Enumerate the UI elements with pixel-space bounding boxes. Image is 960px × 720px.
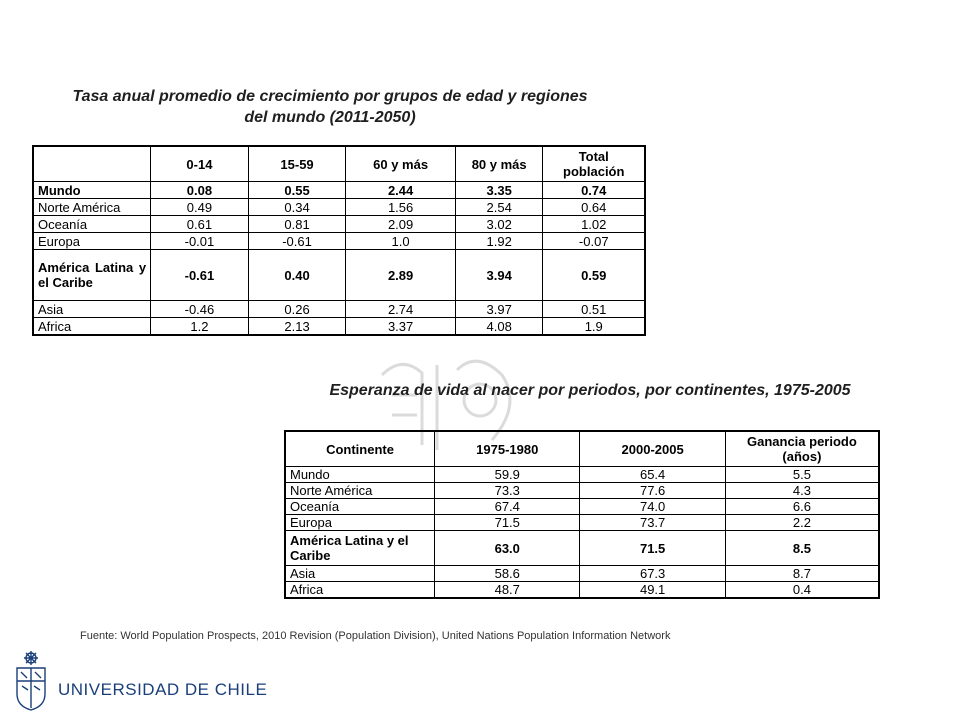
table-row <box>285 566 879 582</box>
cell: 4.3 <box>725 483 879 499</box>
table-row <box>285 467 879 483</box>
table-row <box>285 499 879 515</box>
table-row <box>33 199 645 216</box>
cell: 1.02 <box>543 216 645 233</box>
cell: 2.74 <box>346 301 456 318</box>
row-label: Oceanía <box>285 499 435 515</box>
cell: 58.6 <box>435 566 580 582</box>
header-cell: 80 y más <box>455 146 543 182</box>
cell: 2.13 <box>248 318 346 336</box>
cell: -0.07 <box>543 233 645 250</box>
cell: 0.08 <box>151 182 249 199</box>
cell: 1.9 <box>543 318 645 336</box>
cell: 0.51 <box>543 301 645 318</box>
row-label: Mundo <box>33 182 151 199</box>
row-label: Europa <box>285 515 435 531</box>
table2-title: Esperanza de vida al nacer por periodos, por continentes, 1975-2005 <box>329 382 851 399</box>
header-cell: 2000-2005 <box>580 431 725 467</box>
cell: 74.0 <box>580 499 725 515</box>
life-expectancy-table <box>284 430 880 599</box>
cell: 5.5 <box>725 467 879 483</box>
header-cell: 0-14 <box>151 146 249 182</box>
cell: 3.02 <box>455 216 543 233</box>
growth-rate-table <box>32 145 646 336</box>
row-label: América Latina y el Caribe <box>285 531 435 566</box>
cell: 0.55 <box>248 182 346 199</box>
cell: -0.46 <box>151 301 249 318</box>
table-row <box>33 318 645 336</box>
cell: 0.4 <box>725 582 879 599</box>
cell: 2.09 <box>346 216 456 233</box>
cell: 3.94 <box>455 250 543 301</box>
cell: 2.2 <box>725 515 879 531</box>
cell: -0.61 <box>151 250 249 301</box>
cell: 1.2 <box>151 318 249 336</box>
table-row <box>33 182 645 199</box>
table-row <box>285 515 879 531</box>
cell: 8.5 <box>725 531 879 566</box>
cell: 49.1 <box>580 582 725 599</box>
source-note: Fuente: World Population Prospects, 2010 Revision (Population Division), United Nations Population Information Network <box>80 630 671 642</box>
header-cell: 15-59 <box>248 146 346 182</box>
row-label: Norte América <box>33 199 151 216</box>
row-label: Oceanía <box>33 216 151 233</box>
cell: 2.44 <box>346 182 456 199</box>
cell: 73.7 <box>580 515 725 531</box>
table-row <box>285 483 879 499</box>
cell: 0.74 <box>543 182 645 199</box>
row-label: Asia <box>285 566 435 582</box>
cell: 0.26 <box>248 301 346 318</box>
cell: 2.89 <box>346 250 456 301</box>
university-crest-icon <box>14 650 48 712</box>
cell: 0.59 <box>543 250 645 301</box>
table-row <box>33 233 645 250</box>
table-header-row <box>285 431 879 467</box>
header-cell: Total población <box>543 146 645 182</box>
row-label: Africa <box>33 318 151 336</box>
cell: 67.3 <box>580 566 725 582</box>
cell: -0.61 <box>248 233 346 250</box>
row-label: Norte América <box>285 483 435 499</box>
cell: 1.0 <box>346 233 456 250</box>
row-label: América Latina y el Caribe <box>33 250 151 301</box>
header-cell: Ganancia periodo (años) <box>725 431 879 467</box>
row-label: Mundo <box>285 467 435 483</box>
header-cell: 60 y más <box>346 146 456 182</box>
cell: 3.35 <box>455 182 543 199</box>
cell: 1.92 <box>455 233 543 250</box>
cell: 6.6 <box>725 499 879 515</box>
header-cell <box>33 146 151 182</box>
cell: 0.64 <box>543 199 645 216</box>
cell: 63.0 <box>435 531 580 566</box>
university-name: UNIVERSIDAD DE CHILE <box>58 680 268 699</box>
cell: 77.6 <box>580 483 725 499</box>
table-row <box>33 250 645 301</box>
cell: 48.7 <box>435 582 580 599</box>
table-row <box>33 216 645 233</box>
table-row <box>285 582 879 599</box>
table1-title: Tasa anual promedio de crecimiento por grupos de edad y regiones del mundo (2011-2050) <box>72 88 588 126</box>
cell: 71.5 <box>435 515 580 531</box>
cell: 2.54 <box>455 199 543 216</box>
cell: 3.37 <box>346 318 456 336</box>
table-row <box>33 301 645 318</box>
header-cell: Continente <box>285 431 435 467</box>
cell: 59.9 <box>435 467 580 483</box>
cell: 4.08 <box>455 318 543 336</box>
cell: 0.61 <box>151 216 249 233</box>
cell: 3.97 <box>455 301 543 318</box>
cell: 73.3 <box>435 483 580 499</box>
row-label: Africa <box>285 582 435 599</box>
row-label: Asia <box>33 301 151 318</box>
cell: 65.4 <box>580 467 725 483</box>
cell: 0.34 <box>248 199 346 216</box>
cell: 0.40 <box>248 250 346 301</box>
cell: 71.5 <box>580 531 725 566</box>
cell: 0.49 <box>151 199 249 216</box>
cell: 67.4 <box>435 499 580 515</box>
cell: 0.81 <box>248 216 346 233</box>
header-cell: 1975-1980 <box>435 431 580 467</box>
cell: -0.01 <box>151 233 249 250</box>
table-header-row <box>33 146 645 182</box>
cell: 8.7 <box>725 566 879 582</box>
cell: 1.56 <box>346 199 456 216</box>
table-row <box>285 531 879 566</box>
row-label: Europa <box>33 233 151 250</box>
